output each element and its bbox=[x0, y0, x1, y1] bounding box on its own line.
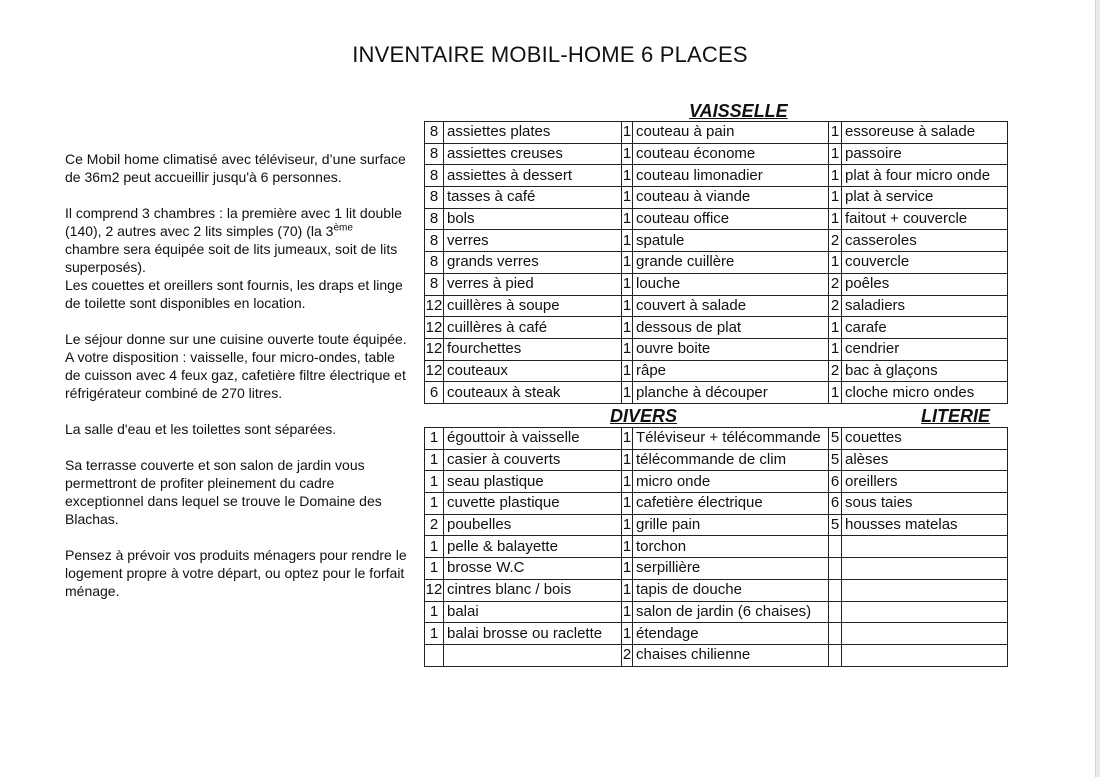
item-cell: cafetière électrique bbox=[633, 493, 829, 515]
quantity-cell: 5 bbox=[829, 428, 842, 450]
item-cell: alèses bbox=[842, 449, 1008, 471]
quantity-cell: 8 bbox=[425, 165, 444, 187]
quantity-cell: 1 bbox=[829, 208, 842, 230]
quantity-cell: 8 bbox=[425, 187, 444, 209]
quantity-cell: 8 bbox=[425, 252, 444, 274]
quantity-cell: 1 bbox=[425, 536, 444, 558]
quantity-cell: 12 bbox=[425, 338, 444, 360]
table-row bbox=[425, 252, 1008, 274]
table-row bbox=[425, 230, 1008, 252]
item-cell: couvercle bbox=[842, 252, 1008, 274]
item-cell: assiettes plates bbox=[444, 122, 622, 144]
table-row bbox=[425, 514, 1008, 536]
quantity-cell: 1 bbox=[425, 493, 444, 515]
item-cell: couteau limonadier bbox=[633, 165, 829, 187]
quantity-cell bbox=[425, 644, 444, 666]
table-row bbox=[425, 317, 1008, 339]
table-row bbox=[425, 382, 1008, 404]
vaisselle-table bbox=[424, 121, 1008, 404]
quantity-cell: 1 bbox=[622, 623, 633, 645]
quantity-cell bbox=[829, 536, 842, 558]
vaisselle-heading: VAISSELLE bbox=[689, 101, 788, 121]
item-cell: cintres blanc / bois bbox=[444, 579, 622, 601]
quantity-cell: 1 bbox=[622, 558, 633, 580]
item-cell: pelle & balayette bbox=[444, 536, 622, 558]
table-row bbox=[425, 428, 1008, 450]
item-cell: balai brosse ou raclette bbox=[444, 623, 622, 645]
item-cell: couteaux bbox=[444, 360, 622, 382]
divers-heading: DIVERS bbox=[610, 406, 678, 426]
description-paragraph: Pensez à prévoir vos produits ménagers pour rendre le logement propre à votre départ, ou optez pour le forfait ménage. bbox=[65, 547, 407, 599]
quantity-cell: 12 bbox=[425, 317, 444, 339]
item-cell: verres bbox=[444, 230, 622, 252]
item-cell: couteau économe bbox=[633, 143, 829, 165]
text-span: Il comprend 3 chambres : la première avec 1 lit double (140), 2 autres avec 2 lits simples (70) (la 3 bbox=[65, 205, 402, 239]
item-cell: oreillers bbox=[842, 471, 1008, 493]
quantity-cell: 1 bbox=[829, 165, 842, 187]
quantity-cell: 1 bbox=[622, 536, 633, 558]
item-cell: couteau office bbox=[633, 208, 829, 230]
item-cell: passoire bbox=[842, 143, 1008, 165]
item-cell: tasses à café bbox=[444, 187, 622, 209]
item-cell: verres à pied bbox=[444, 273, 622, 295]
item-cell: poubelles bbox=[444, 514, 622, 536]
item-cell: balai bbox=[444, 601, 622, 623]
quantity-cell: 1 bbox=[622, 449, 633, 471]
item-cell: sous taies bbox=[842, 493, 1008, 515]
quantity-cell: 1 bbox=[425, 623, 444, 645]
quantity-cell: 8 bbox=[425, 208, 444, 230]
quantity-cell: 1 bbox=[829, 122, 842, 144]
item-cell: salon de jardin (6 chaises) bbox=[633, 601, 829, 623]
quantity-cell: 1 bbox=[622, 360, 633, 382]
quantity-cell bbox=[829, 644, 842, 666]
item-cell: micro onde bbox=[633, 471, 829, 493]
item-cell bbox=[444, 644, 622, 666]
item-cell: couteau à viande bbox=[633, 187, 829, 209]
quantity-cell: 12 bbox=[425, 579, 444, 601]
quantity-cell: 1 bbox=[829, 252, 842, 274]
quantity-cell: 2 bbox=[622, 644, 633, 666]
item-cell: grande cuillère bbox=[633, 252, 829, 274]
quantity-cell: 2 bbox=[829, 230, 842, 252]
item-cell: bac à glaçons bbox=[842, 360, 1008, 382]
quantity-cell: 8 bbox=[425, 230, 444, 252]
item-cell: carafe bbox=[842, 317, 1008, 339]
table-row bbox=[425, 579, 1008, 601]
literie-heading: LITERIE bbox=[921, 406, 991, 426]
description-paragraph: Le séjour donne sur une cuisine ouverte toute équipée. A votre disposition : vaisselle, four micro-ondes, table de cuisson avec 4 feux gaz, cafetière filtre électrique et réfrigérateur combiné de 270 litres. bbox=[65, 331, 407, 401]
item-cell: assiettes creuses bbox=[444, 143, 622, 165]
description-paragraph: Les couettes et oreillers sont fournis, les draps et linge de toilette sont disponibles en location. bbox=[65, 277, 403, 311]
quantity-cell: 2 bbox=[829, 295, 842, 317]
quantity-cell: 1 bbox=[622, 187, 633, 209]
table-row bbox=[425, 644, 1008, 666]
quantity-cell bbox=[829, 558, 842, 580]
item-cell: casier à couverts bbox=[444, 449, 622, 471]
quantity-cell: 1 bbox=[622, 165, 633, 187]
description-paragraph: Ce Mobil home climatisé avec téléviseur, d’une surface de 36m2 peut accueillir jusqu'à 6 personnes. bbox=[65, 151, 406, 185]
description-paragraph: La salle d'eau et les toilettes sont séparées. bbox=[65, 421, 337, 437]
quantity-cell: 1 bbox=[622, 382, 633, 404]
item-cell: grille pain bbox=[633, 514, 829, 536]
superscript: ème bbox=[333, 222, 353, 234]
table-row bbox=[425, 165, 1008, 187]
item-cell: couvert à salade bbox=[633, 295, 829, 317]
quantity-cell: 8 bbox=[425, 143, 444, 165]
page-edge bbox=[1095, 0, 1100, 777]
table-row bbox=[425, 558, 1008, 580]
quantity-cell: 6 bbox=[829, 471, 842, 493]
item-cell: poêles bbox=[842, 273, 1008, 295]
quantity-cell: 1 bbox=[425, 449, 444, 471]
item-cell: grands verres bbox=[444, 252, 622, 274]
table-row bbox=[425, 295, 1008, 317]
quantity-cell: 5 bbox=[829, 449, 842, 471]
quantity-cell: 1 bbox=[829, 143, 842, 165]
quantity-cell: 1 bbox=[622, 493, 633, 515]
table-row bbox=[425, 273, 1008, 295]
quantity-cell: 5 bbox=[829, 514, 842, 536]
quantity-cell: 1 bbox=[622, 252, 633, 274]
item-cell: fourchettes bbox=[444, 338, 622, 360]
quantity-cell: 8 bbox=[425, 273, 444, 295]
quantity-cell: 1 bbox=[425, 428, 444, 450]
quantity-cell: 1 bbox=[622, 338, 633, 360]
description-text bbox=[65, 150, 409, 618]
table-row bbox=[425, 208, 1008, 230]
page-title: INVENTAIRE MOBIL-HOME 6 PLACES bbox=[352, 42, 748, 67]
item-cell bbox=[842, 644, 1008, 666]
quantity-cell bbox=[829, 579, 842, 601]
quantity-cell: 1 bbox=[829, 382, 842, 404]
quantity-cell: 1 bbox=[622, 579, 633, 601]
item-cell: louche bbox=[633, 273, 829, 295]
quantity-cell: 1 bbox=[622, 208, 633, 230]
item-cell: planche à découper bbox=[633, 382, 829, 404]
table-row bbox=[425, 338, 1008, 360]
table-row bbox=[425, 122, 1008, 144]
item-cell: égouttoir à vaisselle bbox=[444, 428, 622, 450]
item-cell: serpillière bbox=[633, 558, 829, 580]
quantity-cell: 1 bbox=[425, 601, 444, 623]
table-row bbox=[425, 601, 1008, 623]
quantity-cell: 2 bbox=[829, 273, 842, 295]
item-cell: couettes bbox=[842, 428, 1008, 450]
quantity-cell: 1 bbox=[829, 187, 842, 209]
quantity-cell: 1 bbox=[622, 514, 633, 536]
item-cell: cuillères à café bbox=[444, 317, 622, 339]
item-cell: télécommande de clim bbox=[633, 449, 829, 471]
quantity-cell: 1 bbox=[829, 317, 842, 339]
item-cell: couteaux à steak bbox=[444, 382, 622, 404]
item-cell: plat à service bbox=[842, 187, 1008, 209]
quantity-cell: 1 bbox=[622, 122, 633, 144]
item-cell: étendage bbox=[633, 623, 829, 645]
item-cell: cuvette plastique bbox=[444, 493, 622, 515]
table-row bbox=[425, 536, 1008, 558]
quantity-cell: 12 bbox=[425, 360, 444, 382]
item-cell: dessous de plat bbox=[633, 317, 829, 339]
divers-literie-table bbox=[424, 427, 1008, 667]
item-cell: râpe bbox=[633, 360, 829, 382]
item-cell: torchon bbox=[633, 536, 829, 558]
item-cell: casseroles bbox=[842, 230, 1008, 252]
quantity-cell: 2 bbox=[425, 514, 444, 536]
quantity-cell: 1 bbox=[622, 471, 633, 493]
item-cell: plat à four micro onde bbox=[842, 165, 1008, 187]
quantity-cell: 8 bbox=[425, 122, 444, 144]
quantity-cell bbox=[829, 601, 842, 623]
item-cell: brosse W.C bbox=[444, 558, 622, 580]
quantity-cell bbox=[829, 623, 842, 645]
item-cell: spatule bbox=[633, 230, 829, 252]
quantity-cell: 1 bbox=[622, 601, 633, 623]
quantity-cell: 1 bbox=[622, 230, 633, 252]
item-cell: faitout + couvercle bbox=[842, 208, 1008, 230]
item-cell: bols bbox=[444, 208, 622, 230]
quantity-cell: 1 bbox=[622, 317, 633, 339]
table-row bbox=[425, 493, 1008, 515]
item-cell: couteau à pain bbox=[633, 122, 829, 144]
item-cell bbox=[842, 601, 1008, 623]
quantity-cell: 6 bbox=[425, 382, 444, 404]
item-cell bbox=[842, 558, 1008, 580]
description-paragraph: Sa terrasse couverte et son salon de jardin vous permettront de profiter pleinement du cadre exceptionnel dans lequel se trouve le Domaine des Blachas. bbox=[65, 457, 382, 527]
item-cell: essoreuse à salade bbox=[842, 122, 1008, 144]
quantity-cell: 1 bbox=[829, 338, 842, 360]
item-cell: ouvre boite bbox=[633, 338, 829, 360]
item-cell: seau plastique bbox=[444, 471, 622, 493]
item-cell: cendrier bbox=[842, 338, 1008, 360]
item-cell bbox=[842, 579, 1008, 601]
table-row bbox=[425, 143, 1008, 165]
quantity-cell: 12 bbox=[425, 295, 444, 317]
item-cell: cuillères à soupe bbox=[444, 295, 622, 317]
quantity-cell: 1 bbox=[622, 428, 633, 450]
item-cell: Téléviseur + télécommande bbox=[633, 428, 829, 450]
text-span: chambre sera équipée soit de lits jumeaux, soit de lits superposés). bbox=[65, 241, 398, 275]
item-cell: cloche micro ondes bbox=[842, 382, 1008, 404]
table-row bbox=[425, 449, 1008, 471]
quantity-cell: 1 bbox=[622, 273, 633, 295]
item-cell bbox=[842, 536, 1008, 558]
table-row bbox=[425, 623, 1008, 645]
table-row bbox=[425, 187, 1008, 209]
item-cell: chaises chilienne bbox=[633, 644, 829, 666]
table-row bbox=[425, 471, 1008, 493]
item-cell: tapis de douche bbox=[633, 579, 829, 601]
item-cell: assiettes à dessert bbox=[444, 165, 622, 187]
quantity-cell: 6 bbox=[829, 493, 842, 515]
table-row bbox=[425, 360, 1008, 382]
item-cell: housses matelas bbox=[842, 514, 1008, 536]
item-cell: saladiers bbox=[842, 295, 1008, 317]
description-paragraph bbox=[65, 204, 409, 276]
quantity-cell: 1 bbox=[425, 471, 444, 493]
quantity-cell: 1 bbox=[425, 558, 444, 580]
item-cell bbox=[842, 623, 1008, 645]
quantity-cell: 1 bbox=[622, 143, 633, 165]
quantity-cell: 2 bbox=[829, 360, 842, 382]
quantity-cell: 1 bbox=[622, 295, 633, 317]
